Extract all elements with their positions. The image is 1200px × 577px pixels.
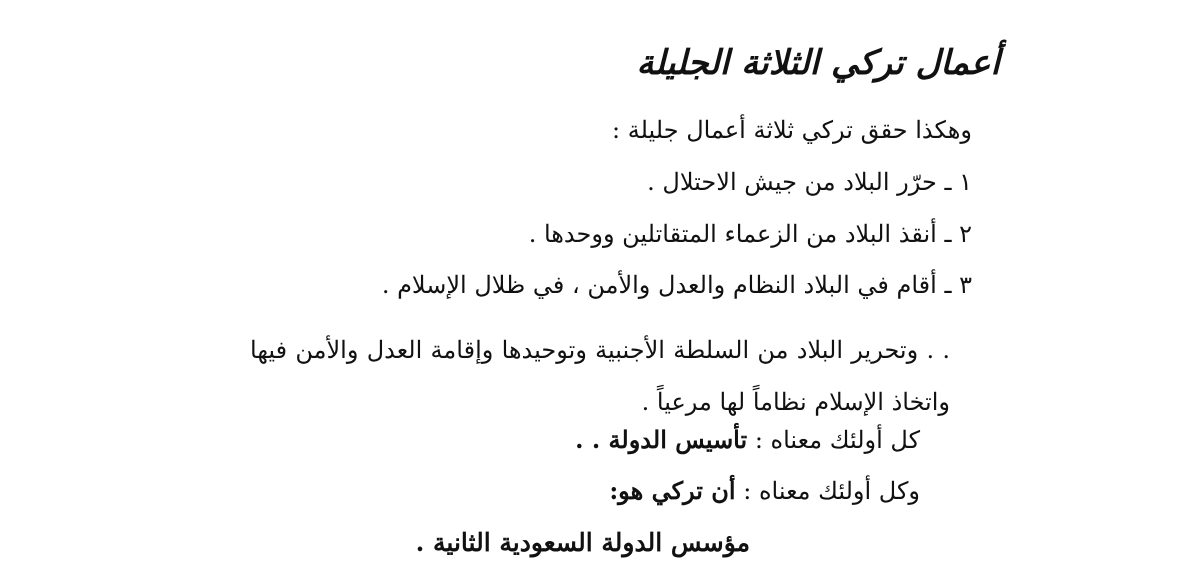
- meaning-sentence-2-prefix: وكل أولئك معناه :: [735, 477, 920, 505]
- list-item-2: ٢ ـ أنقذ البلاد من الزعماء المتقاتلين ووحدها .: [528, 220, 972, 248]
- meaning-sentence-1-prefix: كل أولئك معناه :: [747, 426, 920, 454]
- list-item-3: ٣ ـ أقام في البلاد النظام والعدل والأمن ، في ظلال الإسلام .: [381, 271, 972, 299]
- meaning-sentence-2: [609, 476, 920, 505]
- meaning-sentence-1: [575, 425, 920, 454]
- summary-paragraph: . . وتحرير البلاد من السلطة الأجنبية وتوحيدها وإقامة العدل والأمن فيها واتخاذ الإسلام نظاماً لها مرعياً .: [250, 336, 950, 416]
- closing-statement: مؤسس الدولة السعودية الثانية .: [415, 528, 750, 557]
- section-heading: أعمال تركي الثلاثة الجليلة: [636, 43, 1000, 83]
- intro-paragraph: وهكذا حقق تركي ثلاثة أعمال جليلة :: [612, 116, 972, 144]
- list-item-1: ١ ـ حرّر البلاد من جيش الاحتلال .: [647, 168, 972, 196]
- meaning-sentence-2-emphasis: أن تركي هو:: [609, 476, 736, 505]
- meaning-sentence-1-emphasis: تأسيس الدولة . .: [575, 425, 748, 454]
